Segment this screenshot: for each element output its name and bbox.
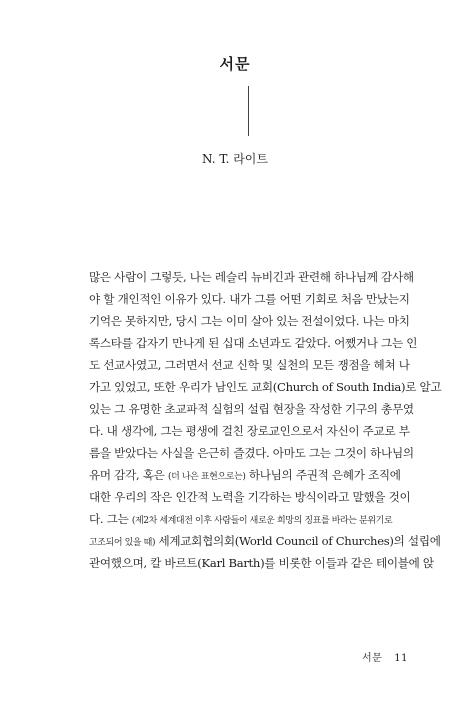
text-line: 기억은 못하지만, 당시 그는 이미 살아 있는 전설이었다. 나는 마치 xyxy=(89,314,410,328)
text-line: 름을 받았다는 사실을 은근히 즐겼다. 아마도 그는 그것이 하나님의 xyxy=(89,446,414,460)
running-section-title: 서문 xyxy=(361,653,383,664)
page-number: 11 xyxy=(394,653,408,664)
text-segment: 하나님의 주권적 은혜가 조직에 xyxy=(245,468,401,482)
text-line: 야 할 개인적인 이유가 있다. 내가 그를 어떤 기회로 처음 만났는지 xyxy=(89,292,410,306)
small-text: (제2차 세계대전 이후 사람들이 새로운 희망의 징표를 바라는 분위기로 xyxy=(131,516,393,526)
text-segment: 다. 그는 xyxy=(89,512,132,526)
text-line xyxy=(89,464,412,486)
text-line: 도 선교사였고, 그러면서 선교 신학 및 실천의 모든 쟁점을 헤쳐 나 xyxy=(89,358,410,372)
page-footer xyxy=(362,649,408,664)
small-text: (더 나은 표현으로는) xyxy=(167,472,246,482)
text-line xyxy=(89,508,412,530)
text-line: 대한 우리의 작은 인간적 노력을 기각하는 방식이라고 말했을 것이 xyxy=(89,490,411,504)
text-line: 가고 있었고, 또한 우리가 남인도 교회(Church of South India)로 알고 xyxy=(89,380,442,394)
small-text: 고조되어 있을 때) xyxy=(89,538,156,548)
body-text xyxy=(89,266,442,574)
text-line xyxy=(89,530,441,552)
author-name: N. T. 라이트 xyxy=(201,152,268,166)
text-line: 다. 내 생각에, 그는 평생에 걸친 장로교인으로서 자신이 주교로 부 xyxy=(89,424,410,438)
vertical-divider xyxy=(248,86,249,136)
text-line: 많은 사람이 그렇듯, 나는 레슬리 뉴비긴과 관련해 하나님께 감사해 xyxy=(89,270,414,284)
text-segment: 세계교회협의회(World Council of Churches)의 설립에 xyxy=(155,534,441,548)
text-line: 있는 그 유명한 초교파적 실험의 설립 현장을 작성한 기구의 총무였 xyxy=(89,402,414,416)
chapter-title: 서문 xyxy=(219,55,251,73)
text-line: 관여했으며, 칼 바르트(Karl Barth)를 비롯한 이들과 같은 테이블에 앉 xyxy=(89,556,434,570)
text-line: 록스타를 갑자기 만나게 된 십대 소년과도 같았다. 어쨌거나 그는 인 xyxy=(89,336,418,350)
text-segment: 유머 감각, 혹은 xyxy=(89,468,168,482)
